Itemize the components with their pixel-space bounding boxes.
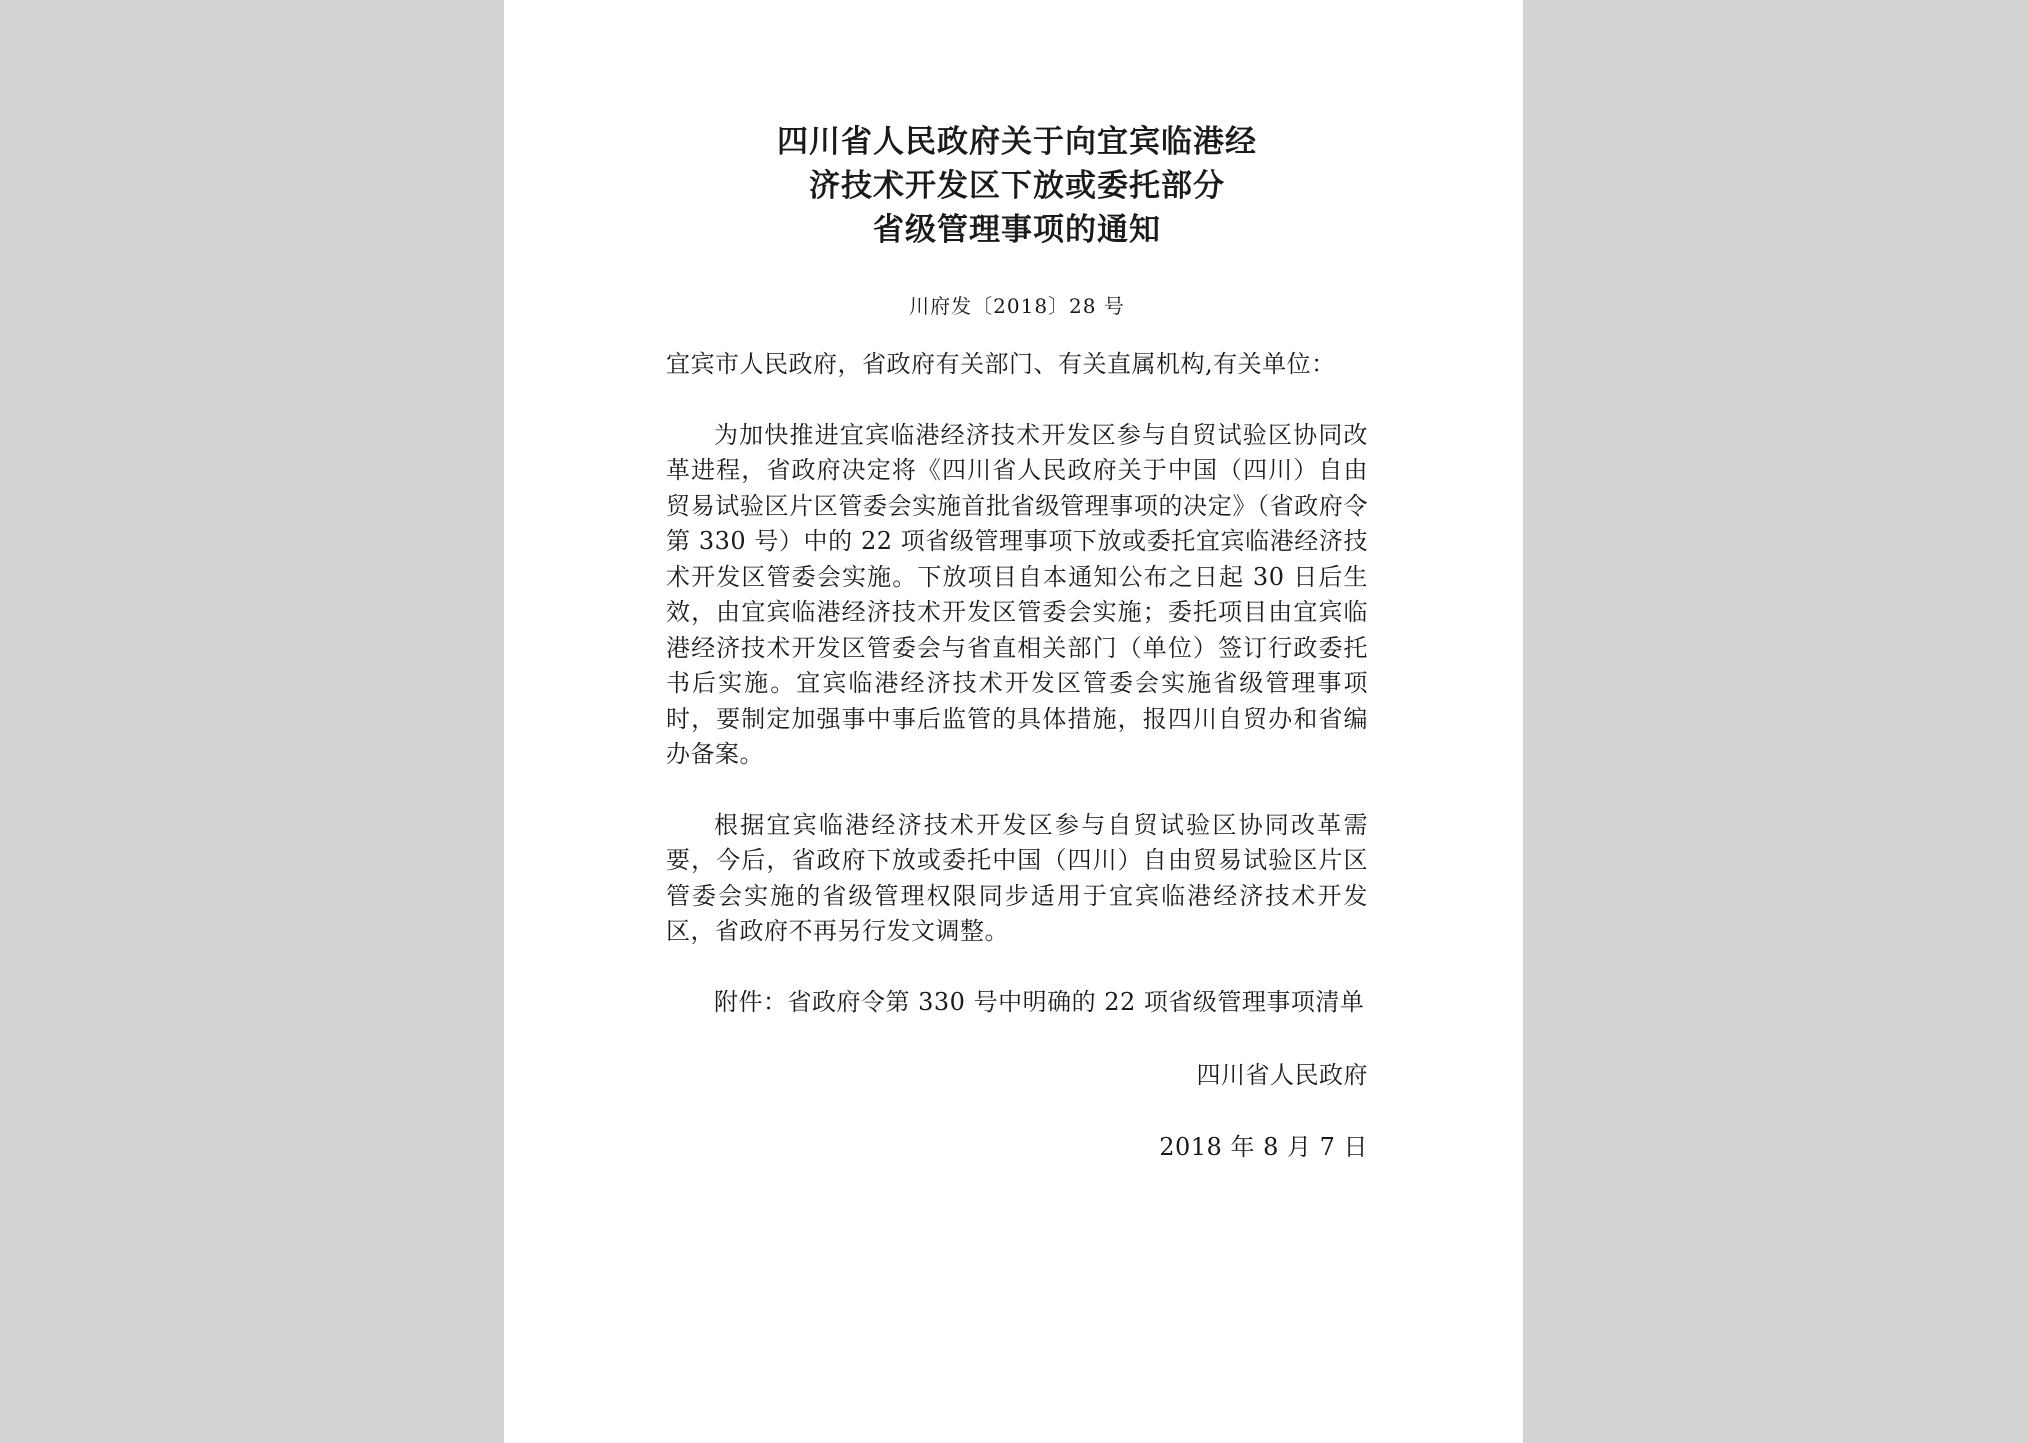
attachment-note: 附件：省政府令第 330 号中明确的 22 项省级管理事项清单 [714,987,1365,1016]
document-content [666,120,1368,1165]
paragraph-1: 为加快推进宜宾临港经济技术开发区参与自贸试验区协同改革进程，省政府决定将《四川省人民政府关于中国（四川）自由贸易试验区片区管委会实施首批省级管理事项的决定》（省政府令第 330 号）中的 22 项省级管理事项下放或委托宜宾临港经济技术开发区管委会实施。下放项目自本通知公布之日起 30 日后生效，由宜宾临港经济技术开发区管委会实施；委托项目由宜宾临港经济技术开发区管委会与省直相关部门（单位）签订行政委托书后实施。宜宾临港经济技术开发区管委会实施省级管理事项时，要制定加强事中事后监管的具体措施，报四川自贸办和省编办备案。 [666,420,1368,768]
title-line-1: 四川省人民政府关于向宜宾临港经 [777,124,1257,160]
signature-date: 2018 年 8 月 7 日 [1159,1132,1368,1161]
document-title [666,120,1368,252]
title-line-3: 省级管理事项的通知 [873,212,1161,248]
paragraph-2: 根据宜宾临港经济技术开发区参与自贸试验区协同改革需要，今后，省政府下放或委托中国（四川）自由贸易试验区片区管委会实施的省级管理权限同步适用于宜宾临港经济技术开发区，省政府不再另行发文调整。 [666,810,1368,945]
addressee: 宜宾市人民政府，省政府有关部门、有关直属机构,有关单位： [666,350,1336,378]
title-line-2: 济技术开发区下放或委托部分 [809,168,1225,204]
document-page [504,0,1523,1443]
signature-organization: 四川省人民政府 [1196,1061,1368,1089]
document-number: 川府发〔2018〕28 号 [909,294,1125,318]
